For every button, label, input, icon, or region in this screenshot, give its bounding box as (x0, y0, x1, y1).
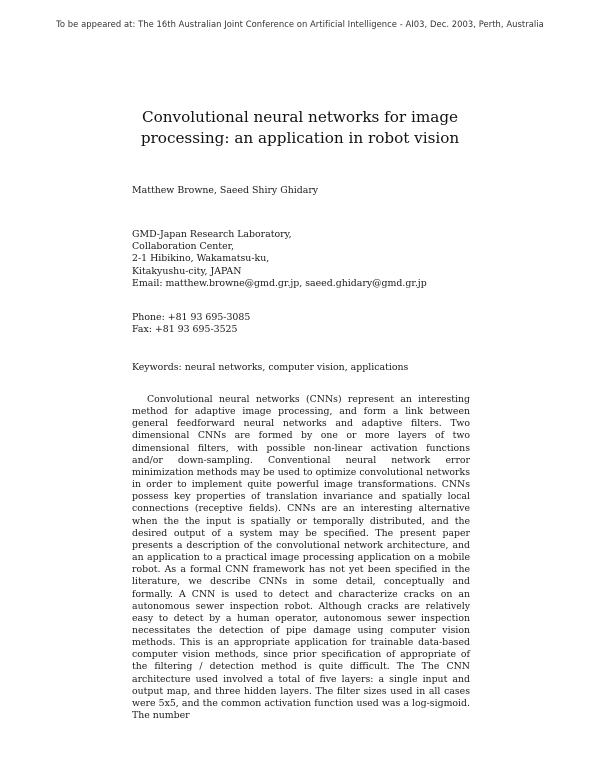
contact-block (132, 312, 250, 336)
paper-title (60, 107, 540, 149)
affiliation-line: 2-1 Hibikino, Wakamatsu-ku, (132, 253, 270, 265)
author-list: Matthew Browne, Saeed Shiry Ghidary (132, 185, 319, 196)
fax-line: Fax: +81 93 695-3525 (132, 324, 238, 336)
email-line: Email: matthew.browne@gmd.gr.jp, saeed.ghidary@gmd.gr.jp (132, 277, 427, 289)
conference-note: To be appeared at: The 16th Australian Joint Conference on Artificial Intelligence - AI03, Dec. 2003, Perth, Australia (56, 19, 544, 29)
affiliation-line: Kitakyushu-city, JAPAN (132, 265, 242, 277)
paper-title-line-2: processing: an application in robot vision (140, 129, 460, 147)
phone-line: Phone: +81 93 695-3085 (132, 312, 251, 323)
abstract-paragraph: Convolutional neural networks (CNNs) represent an interesting method for adaptive image processing, and form a link between general feedforward neural networks and adaptive filters. Two dimensional CNNs are formed by one or more layers of two dimensional filters, with possible non-linear activation functions and/or down-sampling. Conventional neural network error minimization methods may be used to optimize convolutional networks in order to implement quite powerful image transformations. CNNs possess key properties of translation invariance and spatially local connections (receptive fields). CNNs are an interesting alternative when the the input is spatially or temporally distributed, and the desired output of a system may be specified. The present paper presents a description of the convolutional network architecture, and an application to a practical image processing application on a mobile robot. As a formal CNN framework has not yet been specified in the literature, we describe CNNs in some detail, conceptually and formally. A CNN is used to detect and characterize cracks on an autonomous sewer inspection robot. Although cracks are relatively easy to detect by a human operator, autonomous sewer inspection necessitates the detection of pipe damage using computer vision methods. This is an appropriate application for trainable data-based computer vision methods, since prior specification of appropriate of the filtering / detection method is quite difficult. The The CNN architecture used involved a total of five layers: a single input and output map, and three hidden layers. The filter sizes used in all cases were 5x5, and the common activation function used was a log-sigmoid. The number (132, 394, 470, 722)
affiliation-block (132, 229, 427, 290)
keywords-line: Keywords: neural networks, computer vision, applications (132, 362, 409, 373)
paper-title-line-1: Convolutional neural networks for image (141, 108, 459, 126)
affiliation-line: Collaboration Center, (132, 241, 235, 253)
affiliation-line: GMD-Japan Research Laboratory, (132, 229, 292, 240)
